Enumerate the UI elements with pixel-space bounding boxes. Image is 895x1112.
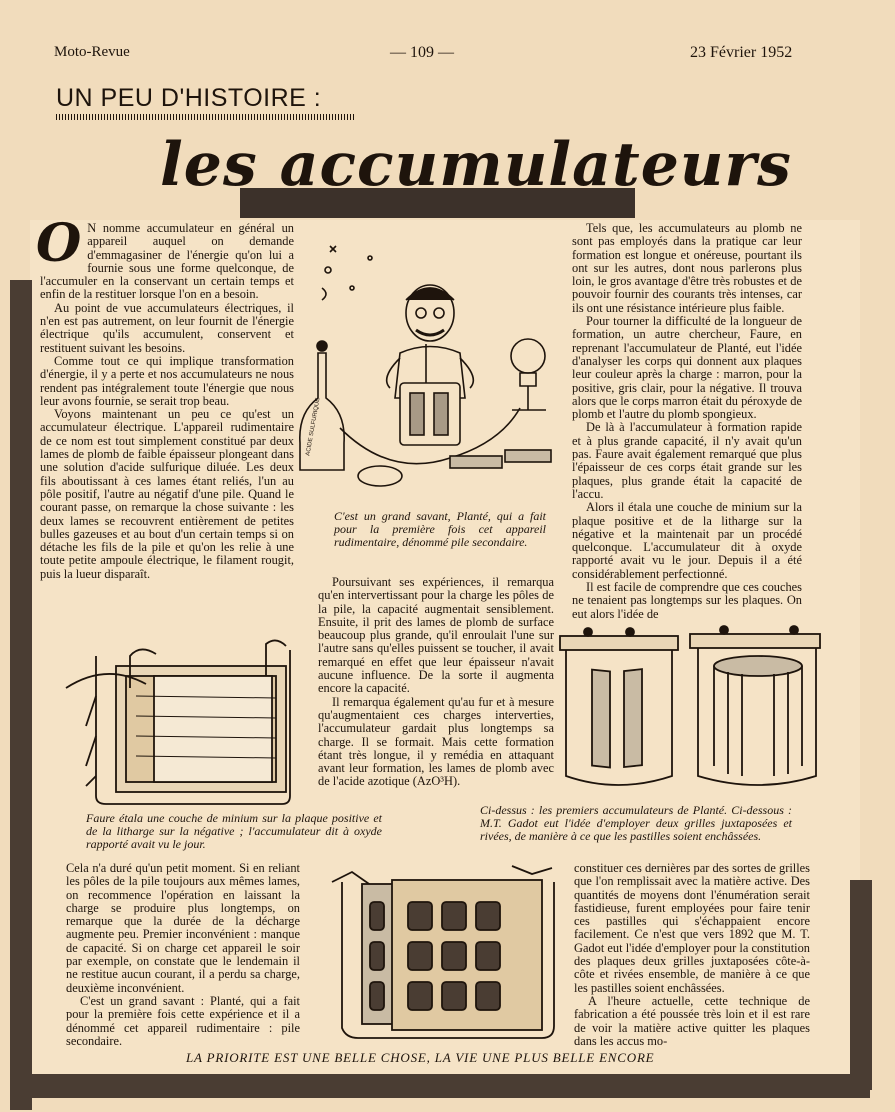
paragraph: Tels que, les accumulateurs au plomb ne sont pas employés dans la pratique car leur formation est longue et onéreuse, pourtant ils ont sur les autres, dont nous parlerons plus loin, le gros avantage d'être très robustes et de pouvoir fournir des courants très intenses, car ils ont une résistance intérieure plus faible. (572, 221, 802, 315)
caption-plante: Ci-dessus : les premiers accumulateurs de Planté. Ci-dessous : M.T. Gadot eut l'idée d'employer deux grilles juxtaposées et rivées, de manière à ce que les pastilles soient enchâssées. (480, 803, 792, 843)
paragraph: constituer ces dernières par des sortes de grilles que l'on remplissait avec la matière active. Des quantités de moyens dont l'énumération serait fastidieuse, furent employées pour faire tenir ces pastilles qui s'échappaient encore facilement. Ce n'est que vers 1892 que M. T. Gadot eut l'idée d'employer pour la constitution des plaques deux grilles juxtaposées côte-à-côte et rivées ensemble, de manière à ce que les pastilles soient enchâssées. (574, 861, 810, 995)
paragraph: Voyons maintenant un peu ce qu'est un accumulateur électrique. L'appareil rudimentaire de ce nom est tout simplement constitué par deux lames de plomb de faible épaisseur plongeant dans une solution d'acide sulfurique diluée. Les deux fils aboutissant à ces lames étant reliés, l'un au pôle positif, l'autre au négatif d'une pile. Quand le courant passe, on remarque la chose suivante : les deux lames se recouvrent entièrement de petites bulles gazeuses et au bout d'un certain temps si on détache les fils de la pile et qu'on les relie à une toute petite ampoule électrique, le filament rougit, puis la lueur disparaît. (40, 407, 294, 581)
page-border-right (850, 880, 872, 1090)
footer-slogan: LA PRIORITE EST UNE BELLE CHOSE, LA VIE UNE PLUS BELLE ENCORE (186, 1050, 655, 1065)
paragraph: Il est facile de comprendre que ces couches ne tenaient pas longtemps sur les plaques. On eut alors l'idée de (572, 580, 802, 621)
faure-plate-illustration (66, 636, 306, 806)
paragraph: De là à l'accumulateur à formation rapide et à plus grande capacité, il n'y avait qu'un pas. Faure avait également remarqué que plus l'épaisseur de ces corps était grande sur les plaques, plus grande était la capacité de l'accu. (572, 420, 802, 501)
column-1 (36, 213, 294, 581)
column-4 (66, 862, 300, 1048)
section-label: UN PEU D'HISTOIRE : (56, 84, 322, 112)
page-border-left (10, 280, 32, 1110)
paragraph: N nomme accumulateur en général un appareil auquel on demande d'emmagasiner de l'énergie qu'on lui a fournie sous une forme quelconque, de l'accumuler en la conservant un certain temps et enfin de la restituer lorsque l'on en a besoin. (40, 221, 294, 302)
paragraph: A l'heure actuelle, cette technique de fabrication a été poussée très loin et il est rare de voir la matière active quitter les plaques dans les accus mo- (574, 993, 810, 1048)
paragraph: Poursuivant ses expériences, il remarqua qu'en intervertissant pour la charge les pôles de la pile, la capacité augmentait sensiblement. Ensuite, il prit des lames de plomb de surface beaucoup plus grande, qu'il enroulait l'une sur l'autre sans qu'elles puissent se toucher, il avait remarqué en effet que leur épaisseur n'avait aucune influence. De la sorte il augmenta encore la capacité. (318, 575, 554, 696)
gadot-grid-illustration (332, 862, 564, 1042)
article-title: les accumulateurs (160, 130, 792, 200)
column-5 (574, 862, 810, 1048)
caption-savant: C'est un grand savant, Planté, qui a fait pour la première fois cet appareil rudimentaire, dénommé pile secondaire. (334, 509, 546, 549)
page-number: — 109 — (390, 44, 454, 61)
paragraph: Il remarqua également qu'au fur et à mesure qu'augmentaient ces charges interverties, l'accumulateur gardait plus longtemps sa charge. Il se formait. Mais cette formation étant très longue, il y remédia en attaquant avant leur formation, les lames de plomb avec de l'acide azotique (AzO³H). (318, 694, 554, 789)
column-3 (572, 222, 802, 621)
paragraph: Pour tourner la difficulté de la longueur de formation, un autre chercheur, Faure, en reprenant l'accumulateur de Planté, eut l'idée d'analyser les corps qui donnent aux plaques leur couleur après la charge : marron, pour la positive, gris clair, pour la négative. Il trouva alors que le corps marron était du péroxyde de plomb et l'autre du plomb spongieux. (572, 314, 802, 422)
paragraph: Comme tout ce qui implique transformation d'énergie, il y a perte et nos accumulateurs ne nous rendent pas intégralement toute l'énergie que nous leur avons fournie, se serait trop beau. (40, 353, 294, 408)
page-border-bottom (10, 1074, 870, 1098)
publication-name: Moto-Revue (54, 44, 130, 60)
bottle-label: ACIDE SULFURIQUE (305, 397, 322, 457)
paragraph: Au point de vue accumulateurs électriques, il n'en est pas autrement, on leur fournit de l'énergie électrique qu'ils accumulent, conservent et restituent suivant les besoins. (40, 300, 294, 355)
column-2 (318, 576, 554, 789)
savant-illustration (300, 228, 560, 508)
paragraph: C'est un grand savant : Planté, qui a fait pour la première fois cette expérience et il a dénommé cet appareil rudimentaire : pile secondaire. (66, 993, 300, 1048)
drop-cap: O (36, 213, 82, 274)
caption-faure: Faure étala une couche de minium sur la plaque positive et de la litharge sur la négative ; l'accumulateur dit à oxyde rapporté avait vu le jour. (86, 811, 382, 851)
plante-accumulators-illustration (558, 626, 828, 796)
paragraph: Cela n'a duré qu'un petit moment. Si en reliant les pôles de la pile toujours aux mêmes lames, on recommence l'opération en laissant la charge se produire plus longtemps, on remarque que la durée de la décharge augmente peu. Premier inconvénient : manque de capacité. Si on charge cet appareil le soir par exemple, on constate que le lendemain il ne restitue aucun courant, il a perdu sa charge, deuxième inconvénient. (66, 861, 300, 995)
section-underline (56, 114, 356, 120)
issue-date: 23 Février 1952 (690, 44, 793, 61)
paragraph: Alors il étala une couche de minium sur la plaque positive et de la litharge sur la négative et la maintenait par un procédé quelconque. L'accumulateur dit à oxyde rapporté avait vu le jour. Depuis il a été considérablement perfectionné. (572, 500, 802, 581)
